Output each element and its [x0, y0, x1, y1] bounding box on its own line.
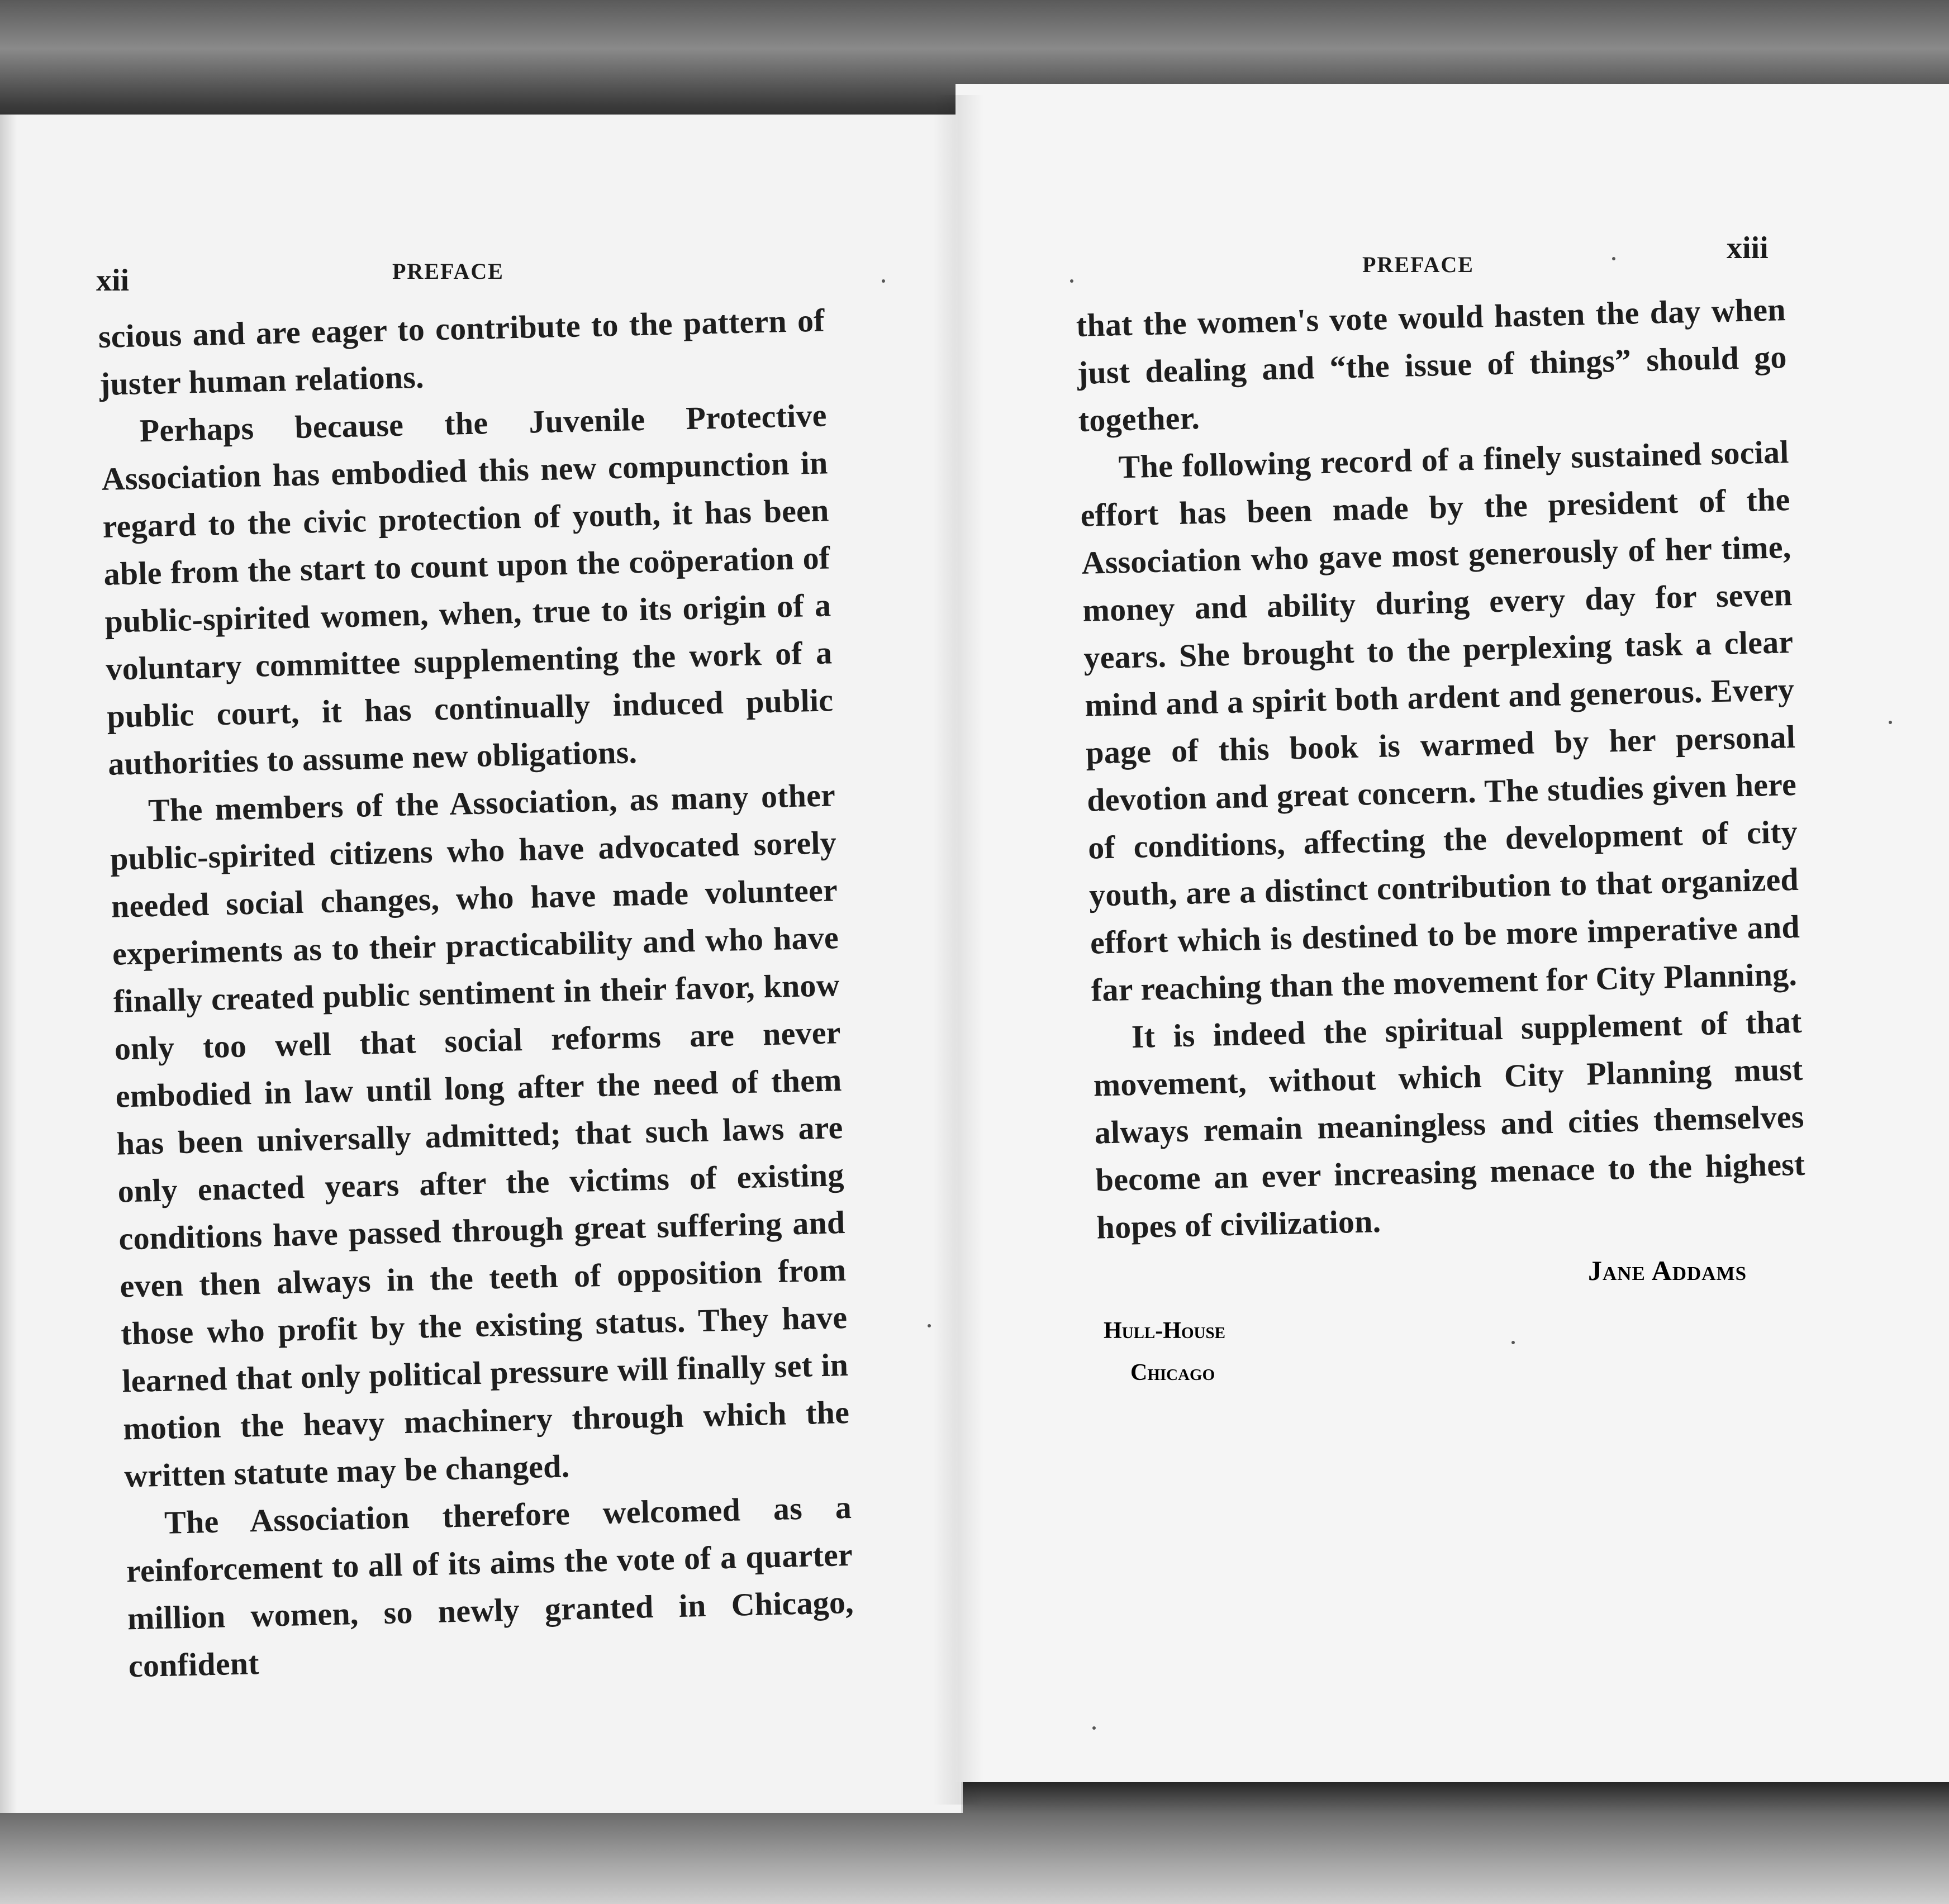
place-line-house: Hull-House	[1104, 1318, 1225, 1344]
place-block	[1104, 1310, 1225, 1394]
scan-speck	[1070, 279, 1073, 283]
right-running-head: PREFACE	[1362, 252, 1474, 277]
left-page-body	[98, 297, 855, 1690]
scan-speck	[882, 279, 885, 283]
left-running-head: PREFACE	[392, 259, 504, 284]
left-paragraph-1: scious and are eager to contribute to the pattern of juster human relations.	[98, 302, 825, 402]
left-page-edge-shadow	[0, 115, 17, 1813]
signature: Jane Addams	[1588, 1255, 1747, 1286]
right-paragraph-3: It is indeed the spiritual supplement of that movement, without which City Planning must always remain meaningless and cities themselves become an ever increasing menace to the highest hopes of civilization.	[1093, 1003, 1806, 1246]
book-gutter	[933, 95, 983, 1805]
scan-speck	[1511, 1341, 1515, 1344]
left-paragraph-3: The members of the Association, as many other public-spirited citizens who have advocated sorely needed social changes, who have made volunteer experiments as to their practicability and who have finally created public sentiment in their favor, know only too well that social reforms are never embodied in law until long after the need of them has been universally admitted; that such laws are only enacted years after the victims of existing conditions have passed through great suffering and even then always in the teeth of opposition from those who profit by the existing status. They have learned that only political pressure will finally set in motion the heavy machinery through which the written statute may be changed.	[110, 777, 850, 1494]
scan-speck	[1612, 257, 1615, 260]
place-line-city: Chicago	[1130, 1360, 1215, 1386]
right-page-body	[1076, 285, 1807, 1251]
scan-speck	[1889, 721, 1892, 724]
left-paragraph-4: The Association therefore welcomed as a reinforcement to all of its aims the vote of a quarter million women, so newly granted in Chicago, confident	[126, 1488, 854, 1684]
scan-speck	[928, 1324, 931, 1327]
right-page-number: xiii	[1727, 231, 1769, 265]
right-paragraph-1: that the women's vote would hasten the day when just dealing and “the issue of things” should go together.	[1076, 291, 1788, 439]
right-paragraph-2: The following record of a finely sustained social effort has been made by the president of the Association who gave most generously of her time, money and ability during every day for seven years. She brought to the perplexing task a clear mind and a spirit both ardent and generous. Every page of this book is warmed by her personal devotion and great concern. The studies given here of conditions, affecting the development of city youth, are a distinct contribution to that organized effort which is destined to be more imperative and far reaching than the movement for City Planning.	[1080, 434, 1800, 1008]
left-page-number: xii	[96, 263, 130, 298]
left-paragraph-2: Perhaps because the Juvenile Protective Association has embodied this new compunction in regard to the civic protection of youth, it has been able from the start to count upon the coöperation of public-spirited women, when, true to its origin of a voluntary committee supplementing the work of a public court, it has continually induced public authorities to assume new obligations.	[101, 397, 834, 782]
scan-speck	[1092, 1726, 1096, 1730]
